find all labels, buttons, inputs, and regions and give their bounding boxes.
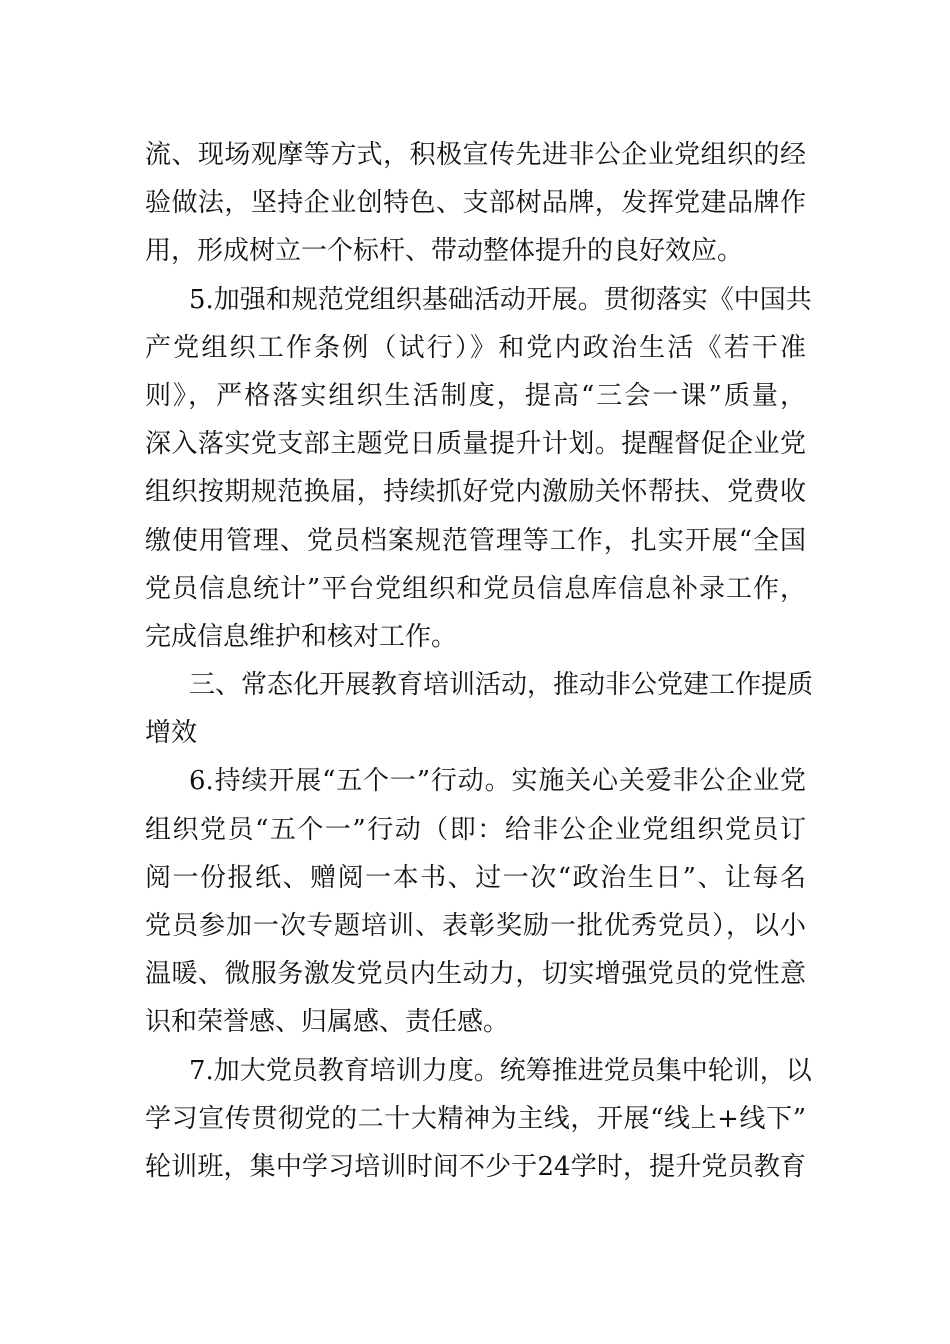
- text-line: 党员参加一次专题培训、表彰奖励一批优秀党员），以小: [145, 911, 806, 941]
- text-line: 温暖、微服务激发党员内生动力，切实增强党员的党性意: [145, 959, 806, 990]
- paragraph: [145, 276, 812, 662]
- text-line: 用，形成树立一个标杆、带动整体提升的良好效应。: [145, 236, 744, 267]
- paragraph: [145, 757, 806, 1046]
- text-line: 阅一份报纸、赠阅一本书、过一次“政治生日”、让每名: [145, 862, 806, 893]
- text-line: 党员信息统计”平台党组织和党员信息库信息补录工作，: [145, 573, 806, 604]
- text-line: 增效: [145, 718, 198, 749]
- text-line: 验做法，坚持企业创特色、支部树品牌，发挥党建品牌作: [145, 188, 806, 219]
- paragraph: [145, 1047, 812, 1192]
- text-line: 5.加强和规范党组织基础活动开展。贯彻落实《中国共: [189, 284, 812, 315]
- text-line: 流、现场观摩等方式，积极宣传先进非公企业党组织的经: [145, 140, 806, 170]
- text-line: 轮训班，集中学习培训时间不少于24学时，提升党员教育: [145, 1151, 806, 1182]
- text-line: 则》，严格落实组织生活制度，提高“三会一课”质量，: [145, 380, 806, 411]
- text-line: 组织按期规范换届，持续抓好党内激励关怀帮扶、党费收: [145, 477, 806, 508]
- text-line: 7.加大党员教育培训力度。统筹推进党员集中轮训，以: [189, 1055, 812, 1086]
- text-line: 产党组织工作条例（试行）》和党内政治生活《若干准: [145, 332, 806, 363]
- text-line: 深入落实党支部主题党日质量提升计划。提醒督促企业党: [145, 429, 806, 460]
- text-line: 学习宣传贯彻党的二十大精神为主线，开展“线上+线下”: [145, 1103, 806, 1134]
- text-line: 缴使用管理、党员档案规范管理等工作，扎实开展“全国: [145, 525, 806, 556]
- paragraph: [145, 131, 806, 276]
- text-line: 三、常态化开展教育培训活动，推动非公党建工作提质: [189, 670, 814, 701]
- document-body: [145, 131, 814, 1191]
- paragraph: [145, 661, 814, 757]
- text-line: 完成信息维护和核对工作。: [145, 621, 458, 652]
- text-line: 组织党员“五个一”行动（即：给非公企业党组织党员订: [145, 814, 806, 845]
- text-line: 识和荣誉感、归属感、责任感。: [145, 1007, 510, 1038]
- text-line: 6.持续开展“五个一”行动。实施关心关爱非公企业党: [189, 766, 806, 797]
